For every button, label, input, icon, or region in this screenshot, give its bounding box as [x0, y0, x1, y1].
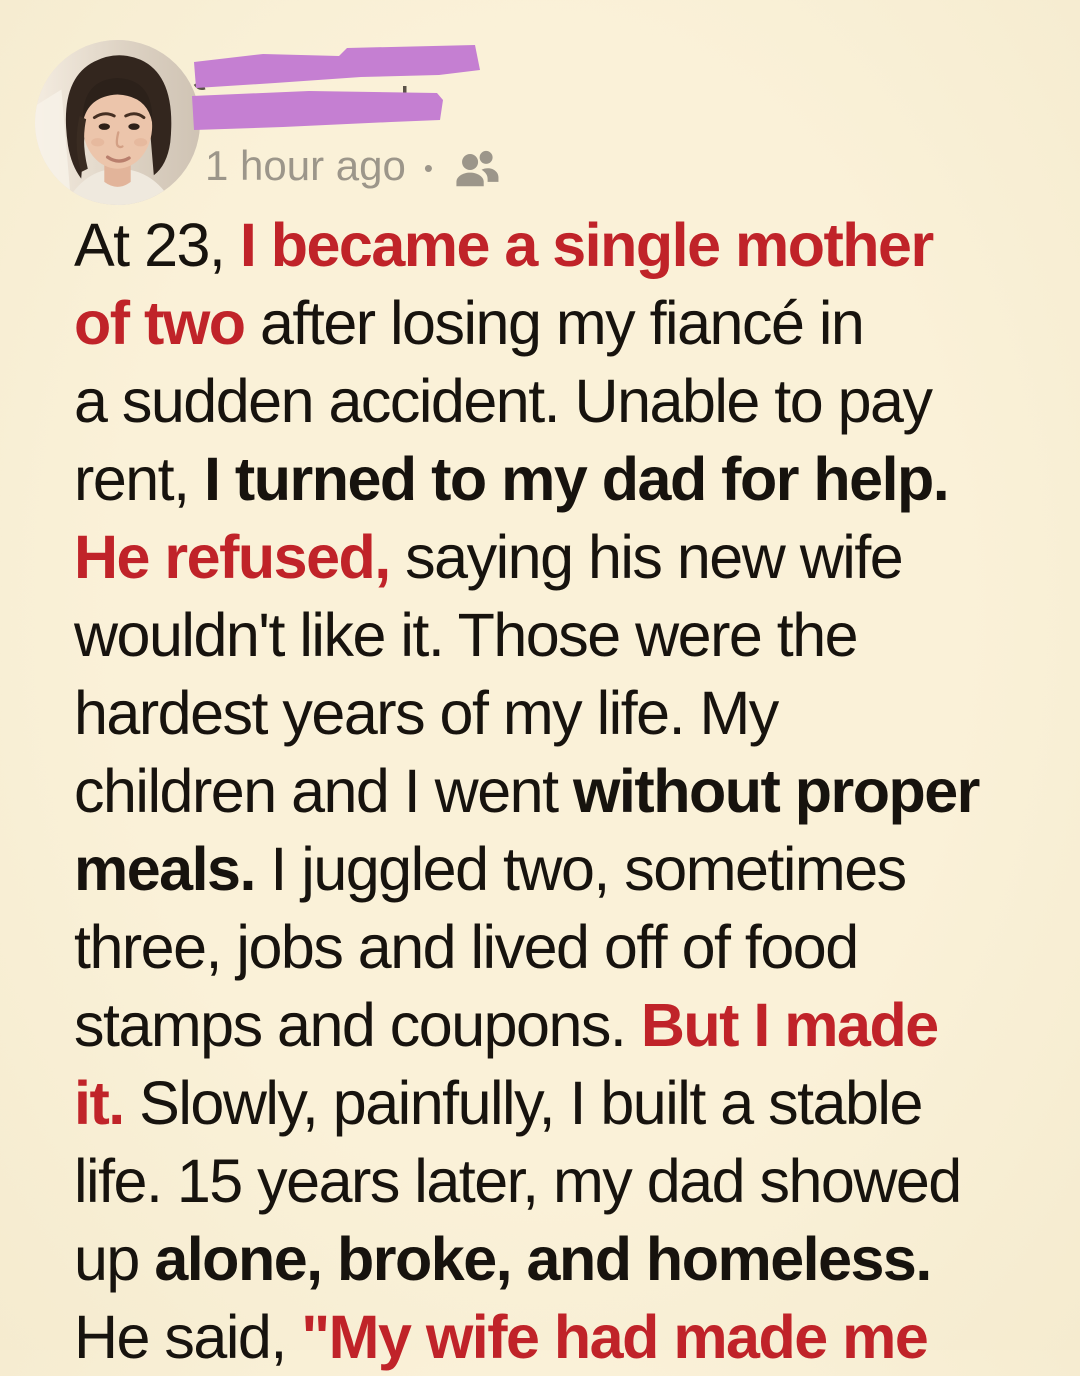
redacted-author-name: [191, 44, 491, 136]
post-text: [74, 206, 1080, 1376]
post-timestamp[interactable]: 1 hour ago: [205, 142, 406, 189]
post-line: [74, 206, 1080, 284]
post-line: [74, 908, 1080, 986]
post-text-segment: meals.: [74, 835, 255, 903]
post-text-segment: But I made: [640, 991, 938, 1059]
post-text-segment: alone, broke, and homeless.: [154, 1225, 931, 1293]
post-line: [74, 440, 1080, 518]
post-text-segment: I juggled two, sometimes: [254, 835, 906, 903]
post-text-segment: wouldn't like it. Those were the: [74, 601, 858, 669]
post-line: [74, 284, 1080, 362]
post-text-segment: "My wife had made me: [301, 1303, 928, 1371]
post-text-segment: after losing my fiancé in: [244, 289, 864, 357]
post-line: [74, 986, 1080, 1064]
post-line: [74, 1064, 1080, 1142]
post-text-segment: of two: [74, 289, 245, 357]
post-text-segment: saying his new wife: [389, 523, 903, 591]
post-text-segment: He said,: [74, 1303, 302, 1371]
woman-portrait-illustration: [35, 40, 200, 205]
post-line: [74, 752, 1080, 830]
post-text-segment: three, jobs and lived off of food: [74, 913, 858, 981]
post-line: [74, 830, 1080, 908]
post-text-segment: without proper: [572, 757, 979, 825]
post-line: [74, 674, 1080, 752]
post-line: [74, 1220, 1080, 1298]
post-text-segment: up: [74, 1225, 155, 1293]
post-text-segment: At 23,: [74, 211, 240, 279]
post-line: [74, 362, 1080, 440]
meta-separator-dot: •: [423, 153, 433, 183]
post-line: [74, 1142, 1080, 1220]
post-text-segment: He refused,: [74, 523, 390, 591]
post-text-segment: Slowly, painfully, I built a stable: [123, 1069, 922, 1137]
purple-scribble-icon: [191, 44, 491, 136]
friends-icon: [451, 143, 503, 189]
post-text-segment: hardest years of my life. My: [74, 679, 778, 747]
post-text-segment: I became a single mother: [239, 211, 933, 279]
post-line: [74, 1298, 1080, 1376]
post-meta-row: [205, 138, 503, 194]
post-text-segment: I turned to my dad for help.: [204, 445, 949, 513]
post-line: [74, 518, 1080, 596]
post-text-segment: it.: [74, 1069, 124, 1137]
post-text-segment: a sudden accident. Unable to pay: [74, 367, 932, 435]
post-text-segment: stamps and coupons.: [74, 991, 641, 1059]
post-text-segment: life. 15 years later, my dad showed: [74, 1147, 961, 1215]
post-text-segment: children and I went: [74, 757, 573, 825]
post-text-segment: rent,: [74, 445, 205, 513]
post-line: [74, 596, 1080, 674]
avatar[interactable]: [35, 40, 200, 205]
